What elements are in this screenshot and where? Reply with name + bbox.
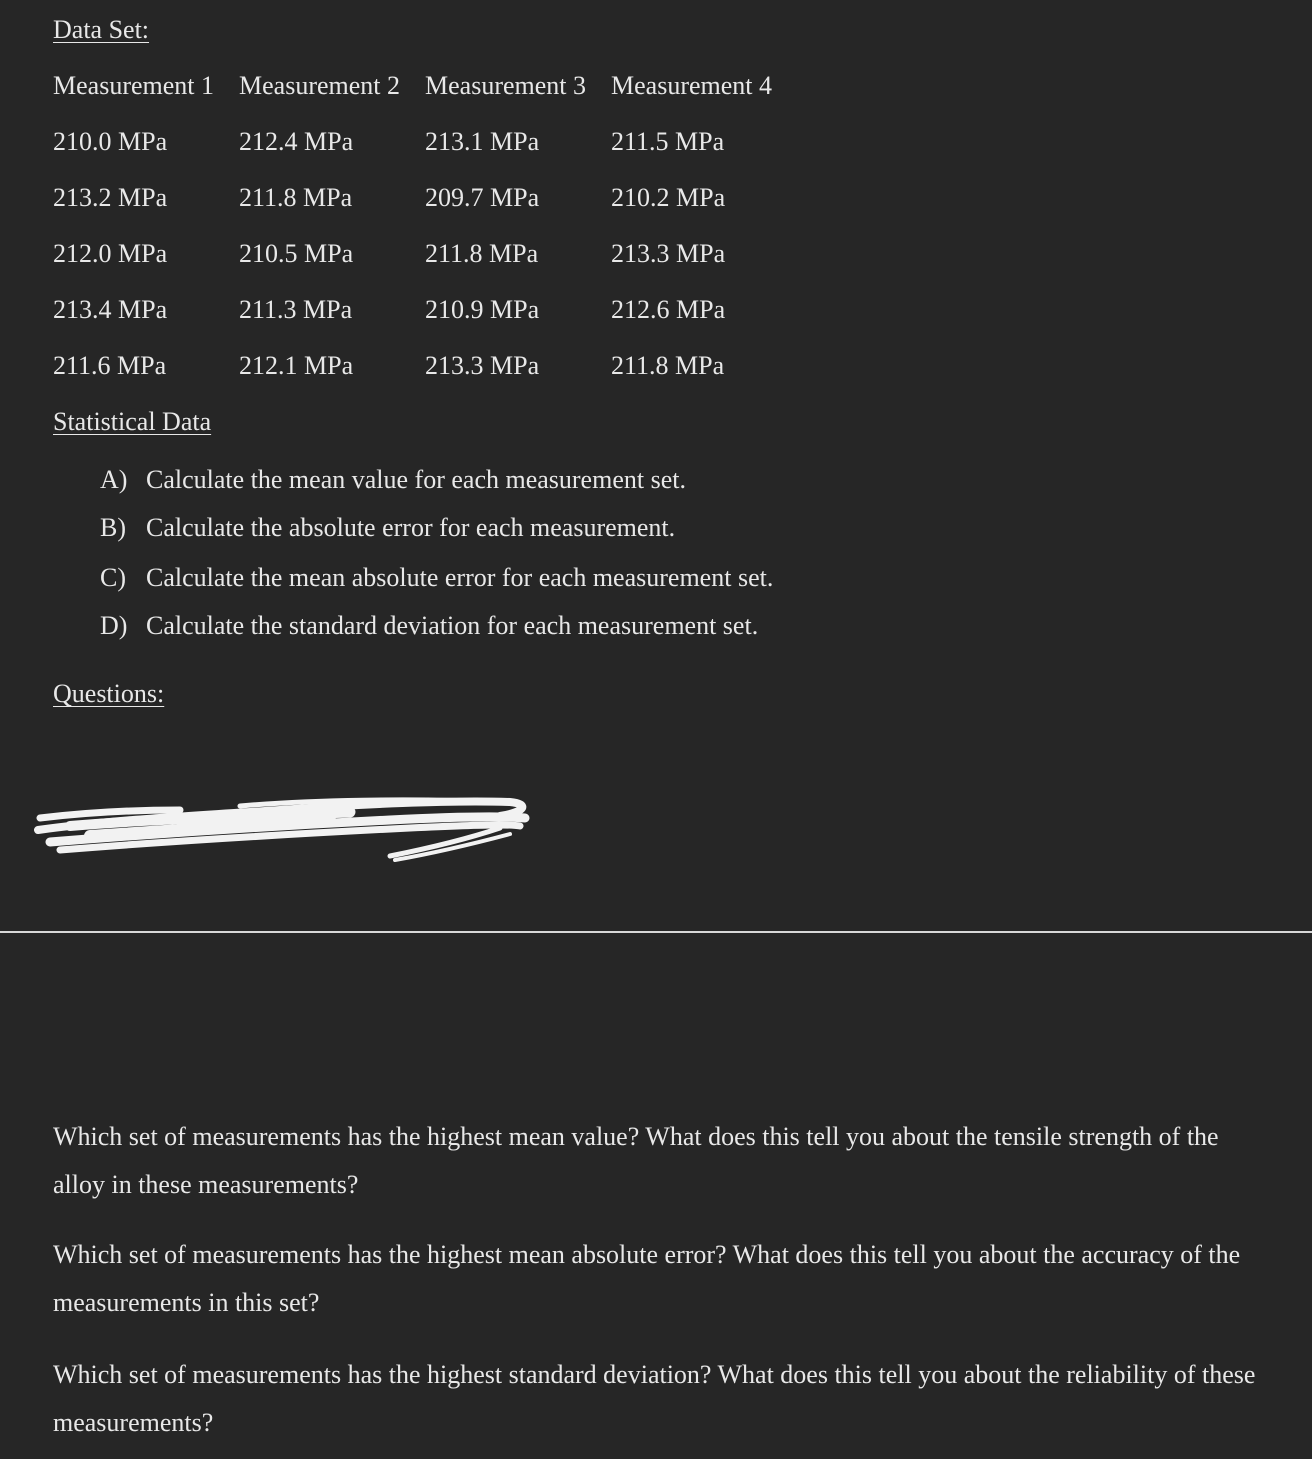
redaction-scribble <box>30 790 540 870</box>
table-cell: 210.0 MPa <box>53 127 168 156</box>
table-cell: 213.4 MPa <box>53 295 168 324</box>
table-cell: 213.1 MPa <box>425 127 540 156</box>
table-cell: 212.0 MPa <box>53 239 168 268</box>
table-cell: 211.8 MPa <box>239 183 353 212</box>
table-cell: 211.8 MPa <box>425 239 539 268</box>
table-cell: 210.5 MPa <box>239 239 354 268</box>
table-cell: 211.8 MPa <box>611 351 725 380</box>
table-cell: 213.2 MPa <box>53 183 168 212</box>
table-cell: 210.2 MPa <box>611 183 726 212</box>
questions-heading: Questions: <box>53 679 165 708</box>
question-1: Which set of measurements has the highest mean value? What does this tell you about the tensile strength of the alloy in these measurements? <box>53 1122 1219 1199</box>
statistical-data-heading: Statistical Data <box>53 407 212 436</box>
table-cell: 209.7 MPa <box>425 183 540 212</box>
column-header-2: Measurement 2 <box>239 71 401 100</box>
task-text: Calculate the absolute error for each measurement. <box>146 513 676 542</box>
table-cell: 212.1 MPa <box>239 351 354 380</box>
column-header-3: Measurement 3 <box>425 71 587 100</box>
task-text: Calculate the mean value for each measurement set. <box>146 465 686 494</box>
task-letter: D) <box>100 611 128 640</box>
table-cell: 212.4 MPa <box>239 127 354 156</box>
horizontal-divider <box>0 931 1312 933</box>
question-2: Which set of measurements has the highest mean absolute error? What does this tell you about the accuracy of the measurements in this set? <box>53 1240 1241 1317</box>
column-header-1: Measurement 1 <box>53 71 215 100</box>
table-cell: 211.3 MPa <box>239 295 353 324</box>
table-cell: 212.6 MPa <box>611 295 726 324</box>
table-cell: 210.9 MPa <box>425 295 540 324</box>
table-cell: 213.3 MPa <box>611 239 726 268</box>
task-text: Calculate the mean absolute error for each measurement set. <box>146 563 774 592</box>
task-text: Calculate the standard deviation for each measurement set. <box>146 611 759 640</box>
table-cell: 211.6 MPa <box>53 351 167 380</box>
data-set-heading: Data Set: <box>53 15 150 44</box>
table-cell: 211.5 MPa <box>611 127 725 156</box>
column-header-4: Measurement 4 <box>611 71 773 100</box>
task-letter: C) <box>100 563 126 592</box>
table-cell: 213.3 MPa <box>425 351 540 380</box>
question-3: Which set of measurements has the highest standard deviation? What does this tell you about the reliability of these measurements? <box>53 1360 1256 1437</box>
task-letter: A) <box>100 465 128 494</box>
task-letter: B) <box>100 513 126 542</box>
